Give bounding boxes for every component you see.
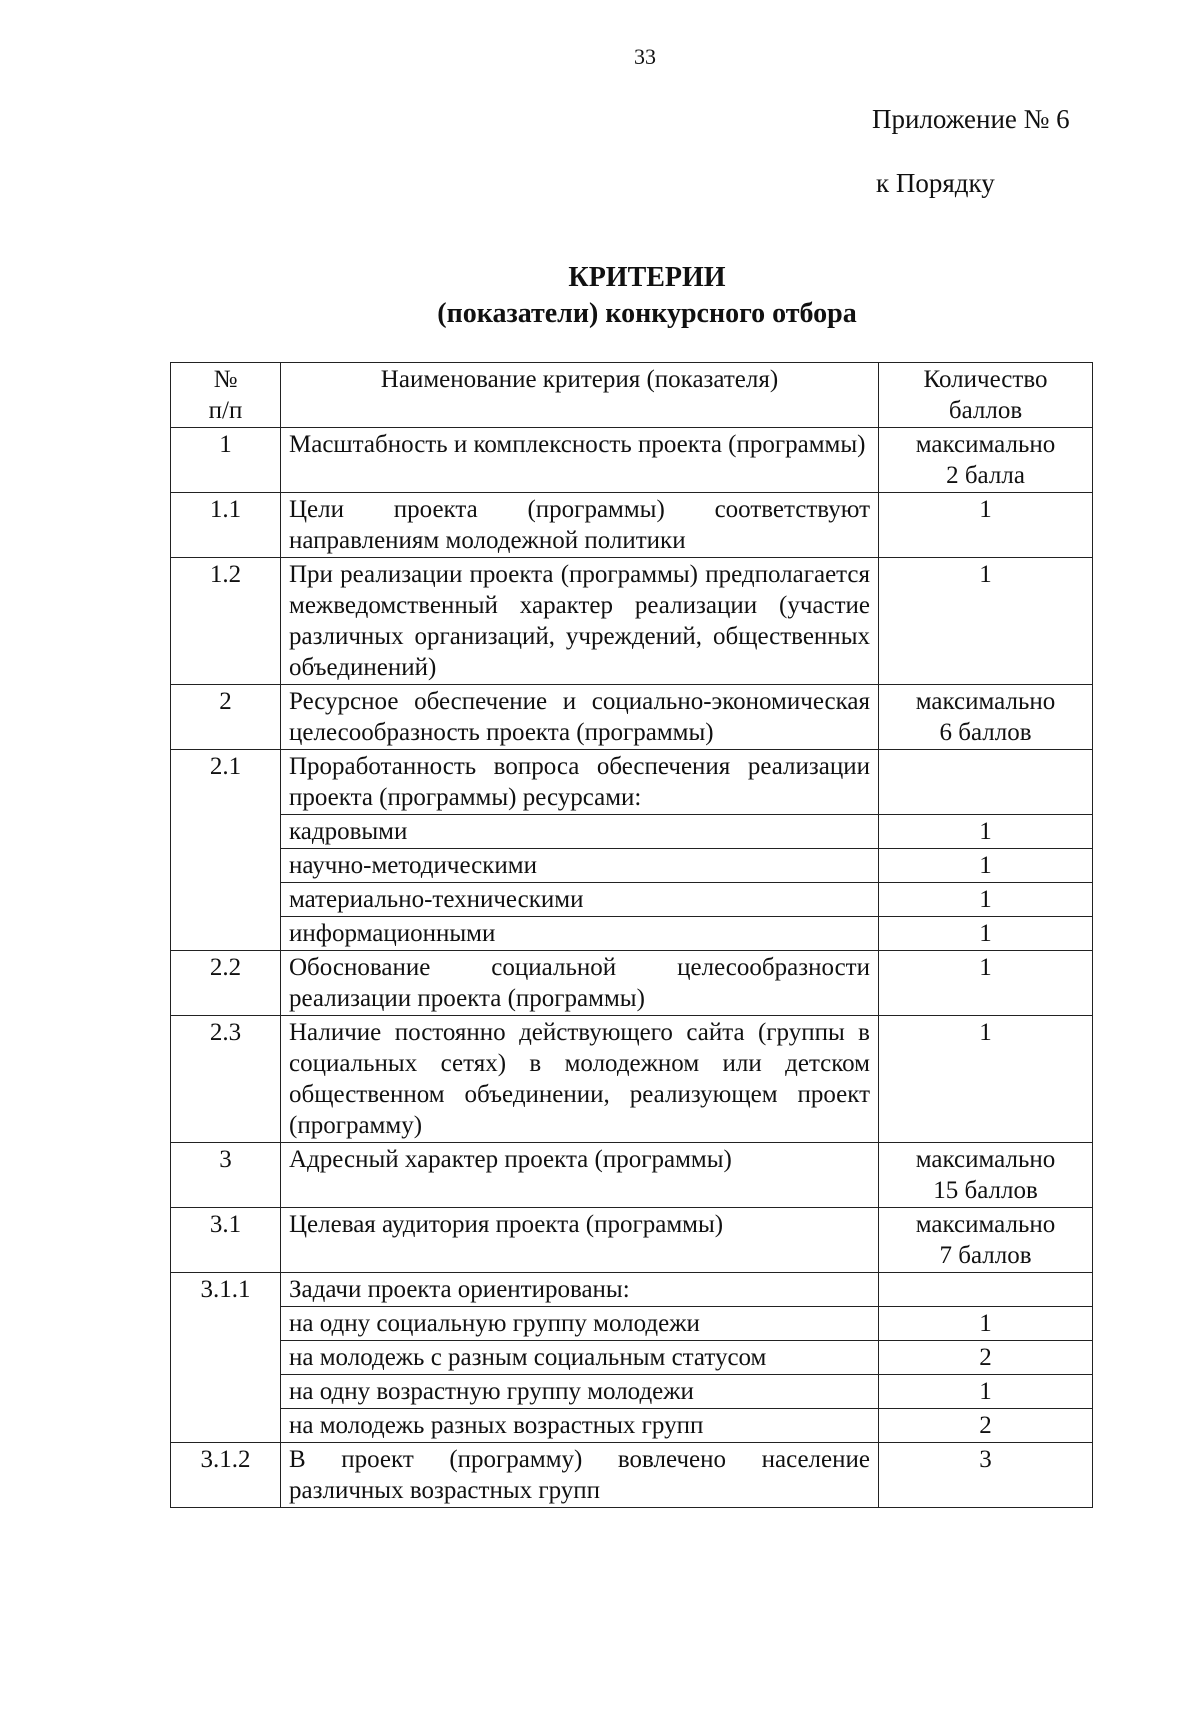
- header-score-line1: Количество: [923, 366, 1048, 393]
- criterion-name: Задачи проекта ориентированы:: [281, 1273, 879, 1307]
- table-subrow: [171, 883, 1093, 917]
- criterion-score: 3: [879, 1443, 1093, 1508]
- criterion-score: 1: [879, 1016, 1093, 1143]
- criterion-name: Цели проекта (программы) соответствуют направлениям молодежной политики: [281, 493, 879, 558]
- row-number: 2.2: [171, 951, 281, 1016]
- appendix-reference: к Порядку: [876, 168, 995, 198]
- criterion-name: Наличие постоянно действующего сайта (группы в социальных сетях) в молодежном или детском общественном объединении, реализующем проект (программу): [281, 1016, 879, 1143]
- row-number: 3.1.2: [171, 1443, 281, 1508]
- criteria-table: [170, 362, 1093, 1508]
- sub-criterion-score: 1: [879, 1375, 1093, 1409]
- row-number: 1.2: [171, 558, 281, 685]
- criterion-name: Обоснование социальной целесообразности реализации проекта (программы): [281, 951, 879, 1016]
- sub-criterion-score: 1: [879, 917, 1093, 951]
- table-row: [171, 1208, 1093, 1273]
- criterion-score-empty: [879, 750, 1093, 815]
- sub-criterion-name: на молодежь с разным социальным статусом: [281, 1341, 879, 1375]
- table-subrow: [171, 1409, 1093, 1443]
- row-number: 2.3: [171, 1016, 281, 1143]
- score-line1: максимально: [915, 688, 1056, 715]
- header-score: [879, 363, 1093, 428]
- table-subrow: [171, 1375, 1093, 1409]
- sub-criterion-score: 2: [879, 1409, 1093, 1443]
- row-number: 2: [171, 685, 281, 750]
- table-header-row: [171, 363, 1093, 428]
- criterion-score: 1: [879, 951, 1093, 1016]
- sub-criterion-score: 1: [879, 815, 1093, 849]
- sub-criterion-name: информационными: [281, 917, 879, 951]
- table-row: [171, 1143, 1093, 1208]
- sub-criterion-name: материально-техническими: [281, 883, 879, 917]
- sub-criterion-name: научно-методическими: [281, 849, 879, 883]
- sub-criterion-name: на одну социальную группу молодежи: [281, 1307, 879, 1341]
- row-number: 3.1.1: [171, 1273, 281, 1443]
- score-line2: 2 балла: [946, 462, 1025, 489]
- criterion-name: Проработанность вопроса обеспечения реализации проекта (программы) ресурсами:: [281, 750, 879, 815]
- table-row: [171, 493, 1093, 558]
- sub-criterion-name: на молодежь разных возрастных групп: [281, 1409, 879, 1443]
- table-row: [171, 685, 1093, 750]
- sub-criterion-name: на одну возрастную группу молодежи: [281, 1375, 879, 1409]
- table-subrow: [171, 849, 1093, 883]
- criterion-score: [879, 1143, 1093, 1208]
- criterion-name: При реализации проекта (программы) предполагается межведомственный характер реализации (участие различных организаций, учреждений, общественных объединений): [281, 558, 879, 685]
- criterion-score: 1: [879, 558, 1093, 685]
- table-row: [171, 951, 1093, 1016]
- table-subrow: [171, 917, 1093, 951]
- criterion-name: Адресный характер проекта (программы): [281, 1143, 879, 1208]
- table-row: [171, 1273, 1093, 1307]
- criterion-name: Целевая аудитория проекта (программы): [281, 1208, 879, 1273]
- sub-criterion-score: 1: [879, 883, 1093, 917]
- sub-criterion-score: 1: [879, 1307, 1093, 1341]
- criterion-score: [879, 685, 1093, 750]
- table-row: [171, 558, 1093, 685]
- appendix-number: Приложение № 6: [872, 104, 1070, 134]
- row-number: 1: [171, 428, 281, 493]
- score-line2: 7 баллов: [939, 1242, 1032, 1269]
- table-row: [171, 1016, 1093, 1143]
- header-number-line1: №: [213, 366, 238, 393]
- score-line2: 15 баллов: [933, 1177, 1038, 1204]
- row-number: 1.1: [171, 493, 281, 558]
- page-number: 33: [634, 44, 656, 69]
- header-score-line2: баллов: [948, 397, 1023, 424]
- table-row: [171, 1443, 1093, 1508]
- score-line2: 6 баллов: [939, 719, 1032, 746]
- row-number: 3.1: [171, 1208, 281, 1273]
- criterion-name: Масштабность и комплексность проекта (программы): [281, 428, 879, 493]
- document-title: КРИТЕРИИ: [568, 262, 726, 293]
- criterion-score-empty: [879, 1273, 1093, 1307]
- row-number: 3: [171, 1143, 281, 1208]
- score-line1: максимально: [915, 1146, 1056, 1173]
- sub-criterion-name: кадровыми: [281, 815, 879, 849]
- score-line1: максимально: [915, 431, 1056, 458]
- sub-criterion-score: 2: [879, 1341, 1093, 1375]
- criterion-score: 1: [879, 493, 1093, 558]
- table-row: [171, 428, 1093, 493]
- row-number: 2.1: [171, 750, 281, 951]
- sub-criterion-score: 1: [879, 849, 1093, 883]
- table-subrow: [171, 1341, 1093, 1375]
- criterion-score: [879, 428, 1093, 493]
- table-subrow: [171, 815, 1093, 849]
- header-name: Наименование критерия (показателя): [281, 363, 879, 428]
- header-number: [171, 363, 281, 428]
- criterion-name: Ресурсное обеспечение и социально-экономическая целесообразность проекта (программы): [281, 685, 879, 750]
- document-subtitle: (показатели) конкурсного отбора: [437, 298, 857, 329]
- table-row: [171, 750, 1093, 815]
- header-number-line2: п/п: [208, 397, 243, 424]
- table-subrow: [171, 1307, 1093, 1341]
- criterion-name: В проект (программу) вовлечено население различных возрастных групп: [281, 1443, 879, 1508]
- score-line1: максимально: [915, 1211, 1056, 1238]
- criterion-score: [879, 1208, 1093, 1273]
